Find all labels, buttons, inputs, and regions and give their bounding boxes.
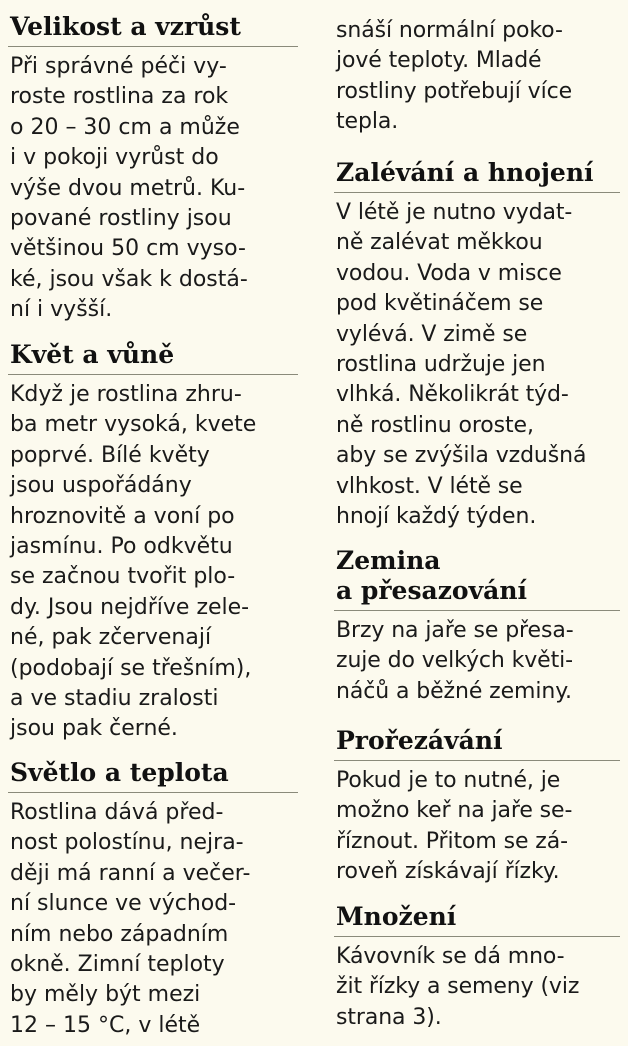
text-line: Kávovník se dá mno- [336,944,565,969]
text-line: pod květináčem se [336,291,544,317]
section-heading: Světlo a teplota [10,758,229,787]
section-body [334,766,620,888]
text-line: roveň získávají řízky. [336,859,560,885]
text-line: ní i vyšší. [10,297,113,323]
section-pruning [334,726,620,888]
section-size-growth [8,12,298,326]
section-body [8,798,298,1041]
heading-rule [8,792,298,793]
text-line: vylévá. V zimě se [336,321,528,347]
text-line: nost polostínu, nejra- [10,830,244,856]
section-body [334,16,620,138]
section-propagation [334,902,620,1033]
text-line: strana 3). [336,1004,442,1030]
text-line: tepla. [336,109,399,135]
text-line: možno keř na jaře se- [336,798,573,824]
text-line: V létě je nutno vydat- [336,200,573,225]
heading-rule [8,46,298,47]
section-heading: Velikost a vzrůst [10,12,241,41]
section-heading: Množení [336,902,457,931]
text-line: i v pokoji vyrůst do [10,145,219,171]
text-line: vlhkost. V létě se [336,473,523,499]
section-body [334,616,620,707]
text-line: dy. Jsou nejdříve zele- [10,594,250,620]
text-line: Když je rostlina zhru- [10,382,242,407]
text-line: říznout. Přitom se zá- [336,828,568,854]
text-line: většinou 50 cm vyso- [10,236,246,262]
text-line: ním nebo západním [10,921,229,947]
text-line: jsou uspořádány [10,473,192,499]
heading-rule [334,760,620,761]
text-line: by měly být mezi [10,982,201,1008]
section-flower-scent [8,340,298,745]
text-line: hroznovitě a voní po [10,503,235,529]
section-soil-repotting [334,546,620,707]
text-line: a ve stadiu zralosti [10,686,219,712]
text-line: ba metr vysoká, kvete [10,412,257,438]
text-line: snáší normální poko- [336,18,563,43]
text-line: 12 – 15 °C, v létě [10,1012,201,1038]
text-line: žit řízky a semeny (viz [336,974,580,1000]
text-line: rostliny potřebují více [336,78,573,104]
text-line: ké, jsou však k dostá- [10,266,248,292]
text-line: roste rostlina za rok [10,84,229,110]
section-heading: Prořezávání [336,726,503,755]
heading-rule [334,192,620,193]
text-line: poprvé. Bílé květy [10,442,210,468]
section-body [8,380,298,745]
text-line: ně zalévat měkkou [336,230,543,256]
text-line: zuje do velkých květi- [336,648,573,674]
text-line: rostlina udržuje jen [336,352,546,378]
text-line: Při správné péči vy- [10,54,227,79]
section-body [8,52,298,326]
section-continued-text [334,16,620,138]
text-line: Pokud je to nutné, je [336,768,561,793]
text-line: hnojí každý týden. [336,504,537,530]
text-line: ději má ranní a večer- [10,860,251,886]
heading-rule [334,610,620,611]
text-line: okně. Zimní teploty [10,952,225,978]
section-heading [334,546,620,606]
section-heading: Zalévání a hnojení [336,158,594,187]
section-watering-feeding [334,158,620,532]
text-line: né, pak zčervenají [10,625,212,651]
text-line: ně rostlinu oroste, [336,412,534,438]
section-body [334,942,620,1033]
section-light-temperature [8,758,298,1041]
section-heading: Květ a vůně [10,340,175,369]
text-line: výše dvou metrů. Ku- [10,175,246,201]
text-line: o 20 – 30 cm a může [10,114,240,140]
text-line: Rostlina dává před- [10,800,224,825]
text-line: ní slunce ve východ- [10,891,237,917]
text-line: jové teploty. Mladé [336,48,542,74]
text-line: Brzy na jaře se přesa- [336,618,574,643]
heading-line: Zemina [336,546,441,575]
heading-rule [334,936,620,937]
heading-rule [8,374,298,375]
text-line: (podobají se třešním), [10,655,252,681]
text-line: jasmínu. Po odkvětu [10,534,233,560]
heading-line: a přesazování [336,576,528,605]
section-body [334,198,620,532]
text-line: pované rostliny jsou [10,206,232,232]
text-line: náčů a běžné zeminy. [336,678,572,704]
text-line: se začnou tvořit plo- [10,564,236,590]
text-line: vodou. Voda v misce [336,260,562,286]
text-line: vlhká. Několikrát týd- [336,382,569,408]
text-line: jsou pak černé. [10,716,178,742]
text-line: aby se zvýšila vzdušná [336,443,587,469]
